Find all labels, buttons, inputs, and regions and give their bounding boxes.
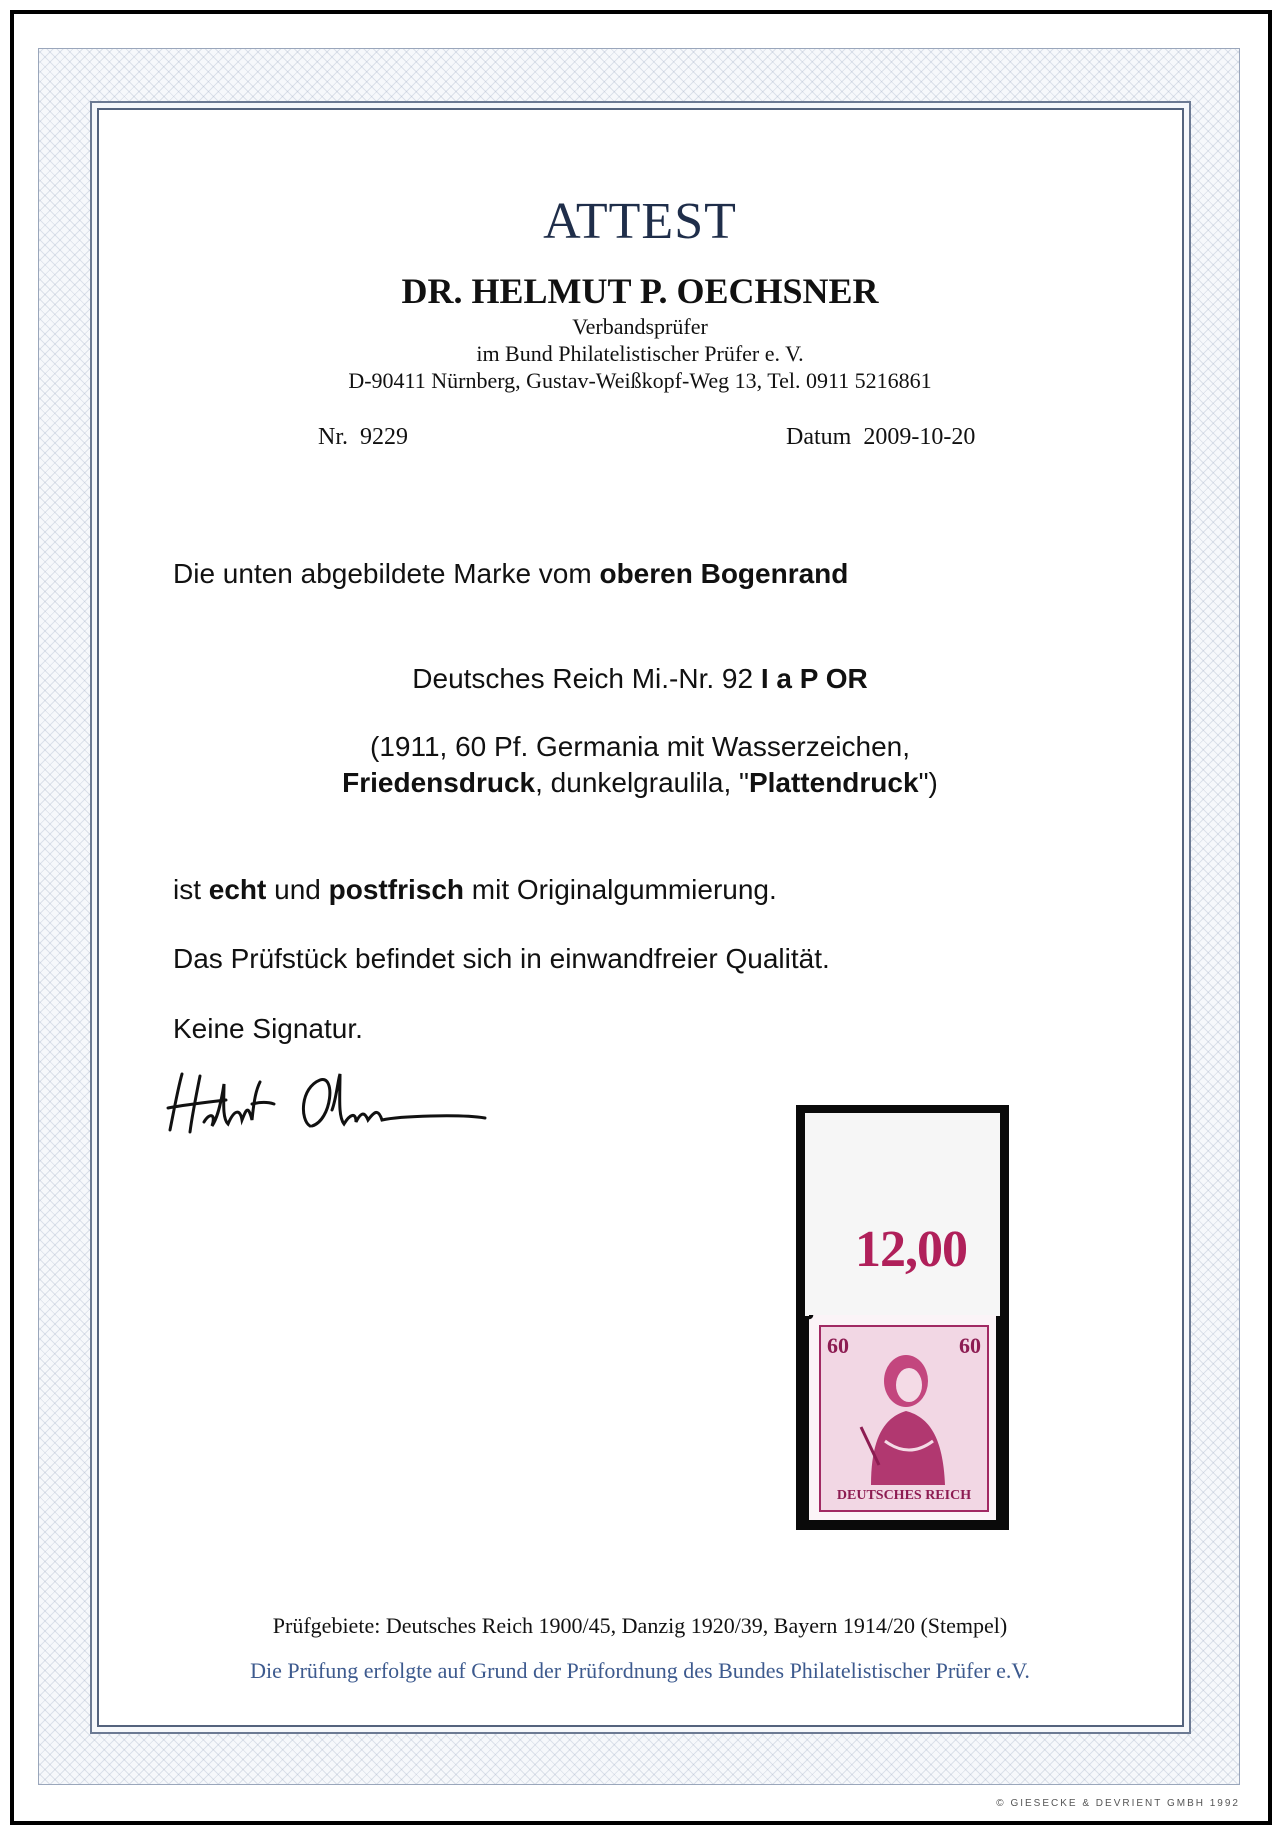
print-method: Plattendruck [748, 767, 919, 798]
intro-line [173, 558, 848, 590]
margin-price-print: 12,00 [855, 1221, 967, 1278]
stamp-value-left: 60 [827, 1333, 849, 1358]
catalog-text: Deutsches Reich Mi.-Nr. 92 [412, 663, 761, 694]
description-close: ") [918, 767, 938, 798]
color-text: , dunkelgraulila, " [535, 767, 749, 798]
verdict-text-1: ist [173, 874, 209, 905]
stamp-design [819, 1325, 989, 1512]
examiner-association: im Bund Philatelistischer Prüfer e. V. [476, 341, 804, 366]
examiner-role: Verbandsprüfer [572, 314, 708, 339]
verdict-mint: postfrisch [328, 874, 464, 905]
stamp-value-right: 60 [959, 1333, 981, 1358]
print-type: Friedensdruck [342, 767, 536, 798]
verdict-genuine: echt [208, 874, 267, 905]
certificate-number-value: 9229 [360, 424, 408, 450]
catalog-line [0, 663, 1280, 695]
certificate-number [318, 424, 408, 451]
catalog-bold: I a P OR [760, 663, 868, 694]
germania-portrait [851, 1345, 961, 1485]
certificate-date-label: Datum [786, 424, 852, 450]
signature-note: Keine Signatur. [173, 1013, 363, 1044]
verdict-line [173, 874, 777, 906]
germania-stamp [809, 1315, 996, 1520]
quality-line: Das Prüfstück befindet sich in einwandfreier Qualität. [173, 943, 830, 974]
examination-fields: Prüfgebiete: Deutsches Reich 1900/45, Danzig 1920/39, Bayern 1914/20 (Stempel) [272, 1613, 1008, 1638]
certificate-date-value: 2009-10-20 [863, 424, 976, 450]
printer-copyright-text: GIESECKE & DEVRIENT GMBH 1992 [1010, 1798, 1240, 1809]
stamp-caption: DEUTSCHES REICH [836, 1488, 972, 1503]
examiner-address: D-90411 Nürnberg, Gustav-Weißkopf-Weg 13, Tel. 0911 5216861 [348, 368, 932, 393]
examination-regulation-note: Die Prüfung erfolgte auf Grund der Prüfordnung des Bundes Philatelistischer Prüfer e.V. [250, 1658, 1030, 1683]
intro-bold: oberen Bogenrand [599, 558, 849, 589]
stamp-with-sheet-margin [796, 1105, 1009, 1530]
certificate-number-label: Nr. [318, 424, 348, 450]
handwritten-signature [160, 1060, 490, 1150]
description-line-1: (1911, 60 Pf. Germania mit Wasserzeichen, [370, 731, 910, 762]
printer-copyright: © GIESECKE & DEVRIENT GMBH 1992 [996, 1798, 1240, 1809]
description-line-2 [0, 767, 1280, 799]
intro-text: Die unten abgebildete Marke vom [173, 558, 600, 589]
examiner-name: DR. HELMUT P. OECHSNER [401, 271, 879, 311]
verdict-text-2: und [266, 874, 329, 905]
upper-sheet-margin [805, 1113, 1000, 1316]
certificate-title: ATTEST [543, 193, 737, 250]
verdict-text-3: mit Originalgummierung. [464, 874, 777, 905]
certificate-date [786, 424, 975, 451]
